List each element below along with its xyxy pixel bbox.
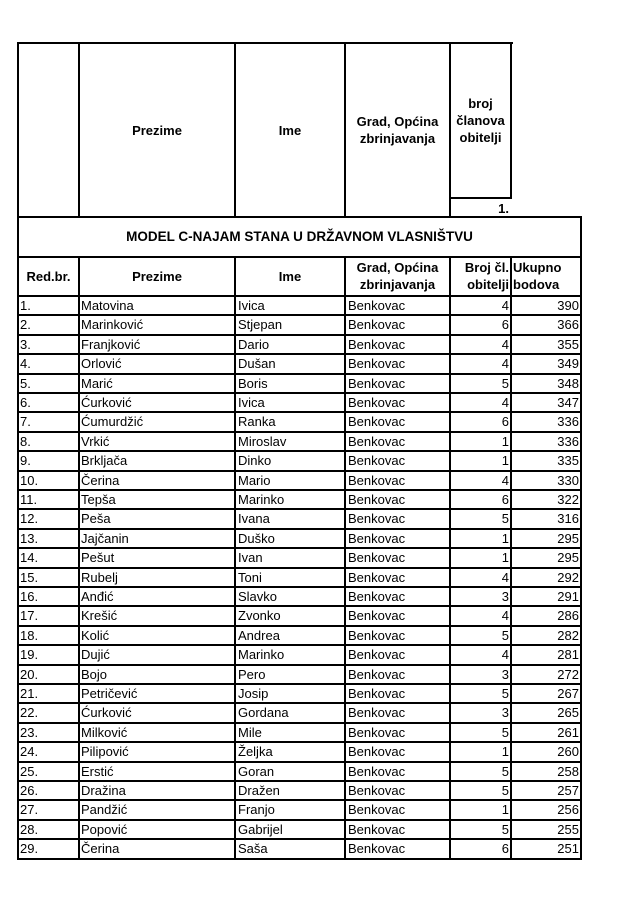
- column-divider: [449, 295, 451, 860]
- row-ime: Ivana: [238, 511, 270, 527]
- row-number: 10.: [20, 472, 39, 488]
- row-prezime: Milković: [81, 724, 128, 740]
- row-number: 27.: [20, 802, 39, 818]
- row-ime: Ranka: [238, 414, 276, 430]
- row-broj-clanova: 4: [501, 298, 509, 313]
- row-number: 12.: [20, 511, 39, 527]
- table-row: [17, 838, 580, 857]
- table-row: [17, 625, 580, 644]
- row-prezime: Kolić: [81, 627, 110, 643]
- row-ime: Mario: [238, 472, 271, 488]
- row-broj-clanova: 6: [501, 317, 509, 333]
- row-grad: Benkovac: [348, 550, 406, 566]
- row-grad: Benkovac: [348, 841, 406, 857]
- row-broj-clanova: 5: [501, 724, 509, 740]
- row-ukupno-bodova: 257: [557, 783, 579, 798]
- row-ukupno-bodova: 336: [557, 433, 579, 449]
- row-ukupno-bodova: 355: [557, 336, 579, 352]
- row-number: 16.: [20, 589, 39, 604]
- row-grad: Benkovac: [348, 647, 406, 663]
- column-divider: [78, 295, 80, 860]
- row-ime: Miroslav: [238, 433, 287, 449]
- row-grad: Benkovac: [348, 317, 406, 333]
- row-broj-clanova: 1: [501, 453, 509, 469]
- row-grad: Benkovac: [348, 298, 406, 313]
- row-ukupno-bodova: 256: [557, 802, 579, 818]
- row-ukupno-bodova: 286: [557, 608, 579, 624]
- row-number: 20.: [20, 666, 39, 682]
- row-ukupno-bodova: 255: [557, 821, 579, 837]
- row-ukupno-bodova: 347: [557, 395, 579, 410]
- row-grad: Benkovac: [348, 705, 406, 721]
- row-ukupno-bodova: 390: [557, 298, 579, 313]
- row-broj-clanova: 6: [501, 414, 509, 430]
- column-divider: [344, 295, 346, 860]
- row-broj-clanova: 3: [501, 589, 509, 604]
- row-number: 13.: [20, 530, 39, 546]
- row-broj-clanova: 6: [501, 841, 509, 857]
- row-broj-clanova: 4: [501, 336, 509, 352]
- row-prezime: Erstić: [81, 763, 114, 779]
- row-number: 24.: [20, 744, 39, 760]
- row-ime: Marinko: [238, 492, 285, 507]
- table-row: [17, 664, 580, 683]
- col-header-prezime: Prezime: [132, 269, 182, 284]
- row-ime: Gabrijel: [238, 821, 283, 837]
- row-prezime: Anđić: [81, 589, 114, 604]
- row-grad: Benkovac: [348, 763, 406, 779]
- row-broj-clanova: 5: [501, 627, 509, 643]
- row-number: 6.: [20, 395, 31, 410]
- row-number: 15.: [20, 569, 39, 585]
- row-ukupno-bodova: 291: [557, 589, 579, 604]
- table-row: [17, 470, 580, 489]
- row-ukupno-bodova: 295: [557, 530, 579, 546]
- row-ukupno-bodova: 272: [557, 666, 579, 682]
- row-number: 18.: [20, 627, 39, 643]
- table-row: [17, 741, 580, 760]
- table-row: [17, 373, 580, 392]
- row-number: 21.: [20, 686, 39, 701]
- row-broj-clanova: 1: [501, 744, 509, 760]
- row-ime: Ivica: [238, 395, 265, 410]
- row-ime: Željka: [238, 744, 273, 760]
- row-ime: Josip: [238, 686, 269, 701]
- row-prezime: Petričević: [81, 686, 138, 701]
- table-row: [17, 722, 580, 741]
- row-grad: Benkovac: [348, 666, 406, 682]
- row-ukupno-bodova: 335: [557, 453, 579, 469]
- row-grad: Benkovac: [348, 589, 406, 604]
- col-header-grad: Grad, Općina zbrinjavanja: [356, 259, 439, 292]
- row-prezime: Dujić: [81, 647, 110, 663]
- row-number: 28.: [20, 821, 39, 837]
- top-header-column-number: 1.: [498, 201, 509, 216]
- top-header-grad: Grad, Općina zbrinjavanja: [356, 114, 439, 146]
- row-number: 22.: [20, 705, 39, 721]
- table-row: [17, 780, 580, 799]
- row-number: 25.: [20, 763, 39, 779]
- row-number: 4.: [20, 356, 31, 372]
- row-grad: Benkovac: [348, 627, 406, 643]
- row-ime: Duško: [238, 530, 275, 546]
- row-grad: Benkovac: [348, 395, 406, 410]
- row-ukupno-bodova: 267: [557, 686, 579, 701]
- row-broj-clanova: 5: [501, 763, 509, 779]
- row-ukupno-bodova: 281: [557, 647, 579, 663]
- row-grad: Benkovac: [348, 821, 406, 837]
- table-row: [17, 586, 580, 605]
- row-prezime: Čerina: [81, 841, 120, 857]
- row-grad: Benkovac: [348, 433, 406, 449]
- row-grad: Benkovac: [348, 511, 406, 527]
- row-grad: Benkovac: [348, 802, 406, 818]
- row-broj-clanova: 4: [501, 608, 509, 624]
- row-number: 14.: [20, 550, 39, 566]
- table-row: [17, 605, 580, 624]
- row-ukupno-bodova: 366: [557, 317, 579, 333]
- row-grad: Benkovac: [348, 530, 406, 546]
- table-row: [17, 353, 580, 372]
- column-divider: [580, 295, 582, 860]
- column-divider: [17, 295, 19, 860]
- row-grad: Benkovac: [348, 744, 406, 760]
- row-ime: Boris: [238, 375, 268, 391]
- row-prezime: Ćumurdžić: [81, 414, 144, 430]
- row-prezime: Ćurković: [81, 705, 132, 721]
- row-ukupno-bodova: 349: [557, 356, 579, 372]
- table-row: [17, 392, 580, 411]
- table-bottom-border: [17, 858, 582, 860]
- table-row: [17, 450, 580, 469]
- row-number: 1.: [20, 298, 31, 313]
- row-number: 26.: [20, 783, 39, 798]
- row-ime: Dušan: [238, 356, 276, 372]
- row-broj-clanova: 4: [501, 472, 509, 488]
- row-number: 19.: [20, 647, 39, 663]
- top-header-broj-clanova: broj članova obitelji: [456, 96, 505, 145]
- table-row: [17, 799, 580, 818]
- row-broj-clanova: 1: [501, 433, 509, 449]
- row-number: 29.: [20, 841, 39, 857]
- row-ime: Pero: [238, 666, 266, 682]
- col-header-ime: Ime: [278, 269, 302, 284]
- table-row: [17, 411, 580, 430]
- row-broj-clanova: 4: [501, 356, 509, 372]
- row-number: 8.: [20, 433, 31, 449]
- row-broj-clanova: 5: [501, 821, 509, 837]
- row-broj-clanova: 1: [501, 550, 509, 566]
- row-number: 17.: [20, 608, 39, 624]
- row-prezime: Matovina: [81, 298, 134, 313]
- row-number: 11.: [20, 492, 38, 507]
- row-broj-clanova: 4: [501, 647, 509, 663]
- top-header-ime: Ime: [278, 122, 302, 138]
- row-prezime: Čerina: [81, 472, 120, 488]
- row-ukupno-bodova: 348: [557, 375, 579, 391]
- column-divider: [234, 295, 236, 860]
- row-ukupno-bodova: 330: [557, 472, 579, 488]
- section-title: MODEL C-NAJAM STANA U DRŽAVNOM VLASNIŠTVU: [126, 229, 473, 244]
- row-prezime: Franjković: [81, 336, 141, 352]
- row-grad: Benkovac: [348, 724, 406, 740]
- row-grad: Benkovac: [348, 569, 406, 585]
- row-broj-clanova: 5: [501, 686, 509, 701]
- row-prezime: Brkljača: [81, 453, 128, 469]
- row-grad: Benkovac: [348, 492, 406, 507]
- table-row: [17, 819, 580, 838]
- row-ukupno-bodova: 261: [557, 724, 579, 740]
- row-number: 2.: [20, 317, 31, 333]
- row-ukupno-bodova: 265: [557, 705, 579, 721]
- row-number: 5.: [20, 375, 31, 391]
- row-grad: Benkovac: [348, 375, 406, 391]
- col-header-bodovi: Ukupno bodova: [513, 259, 562, 292]
- col-header-red-br: Red.br.: [26, 269, 71, 284]
- table-row: [17, 567, 580, 586]
- row-broj-clanova: 5: [501, 511, 509, 527]
- row-prezime: Rubelj: [81, 569, 118, 585]
- row-prezime: Marić: [81, 375, 113, 391]
- row-ime: Dario: [238, 336, 270, 352]
- row-broj-clanova: 1: [501, 802, 509, 818]
- table-row: [17, 314, 580, 333]
- top-header-block: [17, 42, 513, 218]
- row-ukupno-bodova: 292: [557, 569, 579, 585]
- table-row: [17, 547, 580, 566]
- row-ime: Marinko: [238, 647, 285, 663]
- row-ime: Ivan: [238, 550, 263, 566]
- section-title-row: [17, 216, 582, 257]
- row-ukupno-bodova: 251: [557, 841, 579, 857]
- row-prezime: Marinković: [81, 317, 144, 333]
- row-ime: Mile: [238, 724, 262, 740]
- row-ime: Franjo: [238, 802, 275, 818]
- row-ime: Dražen: [238, 783, 280, 798]
- row-grad: Benkovac: [348, 453, 406, 469]
- row-prezime: Vrkić: [81, 433, 110, 449]
- row-prezime: Pešut: [81, 550, 115, 566]
- row-prezime: Dražina: [81, 783, 126, 798]
- row-grad: Benkovac: [348, 356, 406, 372]
- row-broj-clanova: 3: [501, 705, 509, 721]
- row-ime: Andrea: [238, 627, 280, 643]
- row-grad: Benkovac: [348, 472, 406, 488]
- row-ime: Toni: [238, 569, 262, 585]
- row-ime: Stjepan: [238, 317, 283, 333]
- table-row: [17, 295, 580, 314]
- row-ime: Saša: [238, 841, 268, 857]
- table-row: [17, 508, 580, 527]
- table-row: [17, 489, 580, 508]
- column-header-row: [17, 256, 582, 297]
- row-ukupno-bodova: 316: [557, 511, 579, 527]
- row-prezime: Tepša: [81, 492, 116, 507]
- row-prezime: Ćurković: [81, 395, 132, 410]
- row-broj-clanova: 5: [501, 783, 509, 798]
- row-ukupno-bodova: 258: [557, 763, 579, 779]
- row-ime: Gordana: [238, 705, 289, 721]
- table-row: [17, 528, 580, 547]
- row-ime: Goran: [238, 763, 275, 779]
- row-broj-clanova: 4: [501, 569, 509, 585]
- row-ukupno-bodova: 260: [557, 744, 579, 760]
- top-header-prezime: Prezime: [132, 122, 182, 138]
- row-prezime: Krešić: [81, 608, 118, 624]
- column-divider: [510, 295, 512, 860]
- row-grad: Benkovac: [348, 608, 406, 624]
- row-ime: Zvonko: [238, 608, 281, 624]
- row-broj-clanova: 1: [501, 530, 509, 546]
- row-grad: Benkovac: [348, 686, 406, 701]
- row-broj-clanova: 3: [501, 666, 509, 682]
- col-header-broj: Broj čl. obitelji: [464, 259, 509, 292]
- row-ukupno-bodova: 282: [557, 627, 579, 643]
- row-broj-clanova: 5: [501, 375, 509, 391]
- row-prezime: Jajčanin: [81, 530, 129, 546]
- row-number: 9.: [20, 453, 31, 469]
- row-number: 3.: [20, 336, 31, 352]
- table-row: [17, 431, 580, 450]
- row-ukupno-bodova: 336: [557, 414, 579, 430]
- row-ukupno-bodova: 295: [557, 550, 579, 566]
- row-ime: Slavko: [238, 589, 278, 604]
- row-broj-clanova: 6: [501, 492, 509, 507]
- row-grad: Benkovac: [348, 336, 406, 352]
- row-ime: Ivica: [238, 298, 265, 313]
- row-grad: Benkovac: [348, 414, 406, 430]
- table-row: [17, 761, 580, 780]
- row-prezime: Pilipović: [81, 744, 129, 760]
- row-prezime: Pandžić: [81, 802, 128, 818]
- table-row: [17, 702, 580, 721]
- row-prezime: Popović: [81, 821, 128, 837]
- row-broj-clanova: 4: [501, 395, 509, 410]
- row-prezime: Orlović: [81, 356, 122, 372]
- table-row: [17, 334, 580, 353]
- row-ukupno-bodova: 322: [557, 492, 579, 507]
- table-row: [17, 683, 580, 702]
- table-row: [17, 644, 580, 663]
- row-prezime: Bojo: [81, 666, 108, 682]
- row-ime: Dinko: [238, 453, 272, 469]
- row-number: 7.: [20, 414, 31, 430]
- row-prezime: Peša: [81, 511, 111, 527]
- row-number: 23.: [20, 724, 39, 740]
- row-grad: Benkovac: [348, 783, 406, 798]
